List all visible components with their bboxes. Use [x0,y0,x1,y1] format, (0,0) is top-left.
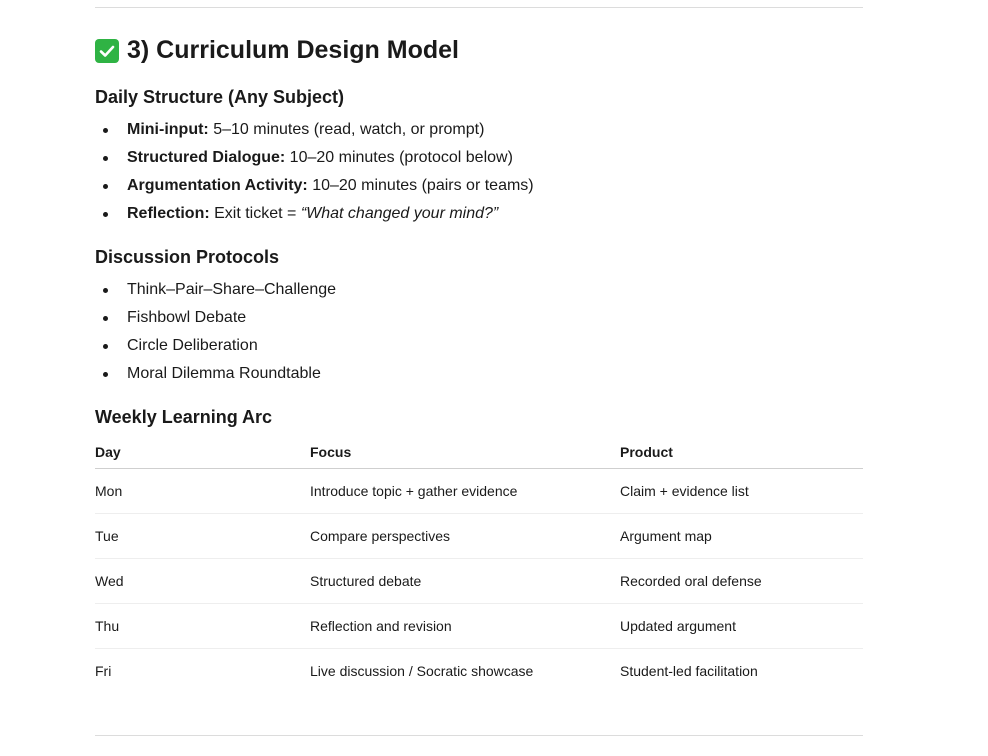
table-cell-day: Fri [95,663,112,679]
table-cell-day: Mon [95,469,310,514]
list-item [95,172,534,200]
list-item [95,116,534,144]
discussion-protocols-list [95,276,336,388]
list-item [95,332,336,360]
list-item-quote: “What changed your mind?” [300,205,499,222]
table-cell-product: Recorded oral defense [620,559,863,604]
bullet-icon [103,344,108,349]
bullet-icon [103,316,108,321]
table-cell-product: Updated argument [620,604,863,649]
list-item-text: 10–20 minutes (pairs or teams) [307,177,534,194]
bullet-icon [103,212,108,217]
list-item-text: 5–10 minutes (read, watch, or prompt) [208,121,485,138]
table-row [95,604,863,649]
list-item-text: Moral Dilemma Roundtable [127,365,321,382]
list-item-text: 10–20 minutes (protocol below) [285,149,513,166]
list-item-text: Circle Deliberation [127,337,258,354]
section-title-text: 3) Curriculum Design Model [127,36,459,64]
list-item-term: Argumentation Activity: [127,177,308,194]
table-cell-focus: Compare perspectives [310,514,620,559]
list-item [95,304,336,332]
list-item-term: Structured Dialogue: [127,149,286,166]
table-cell-focus: Introduce topic + gather evidence [310,469,620,514]
daily-structure-heading: Daily Structure (Any Subject) [95,87,345,107]
table-cell-day: Tue [95,514,310,559]
list-item [95,144,534,172]
list-item [95,276,336,304]
weekly-learning-arc-table [95,436,863,693]
table-cell-day: Thu [95,604,310,649]
table-cell-product: Argument map [620,514,863,559]
list-item [95,200,534,228]
bullet-icon [103,372,108,377]
divider-top [95,7,863,8]
table-header-row [95,436,863,469]
table-cell-product: Claim + evidence list [620,469,863,514]
divider-bottom [95,735,863,736]
column-header-product: Product [620,436,863,469]
column-header-focus: Focus [310,436,620,469]
table-row [95,514,863,559]
table-cell-product: Student-led facilitation [620,663,758,679]
table-row [95,649,863,694]
bullet-icon [103,288,108,293]
table-cell-focus: Reflection and revision [310,604,620,649]
column-header-day: Day [95,436,310,469]
section-title [95,36,459,65]
daily-structure-list [95,116,534,228]
list-item-text: Fishbowl Debate [127,309,247,326]
list-item-term: Reflection: [127,205,210,222]
table-cell-focus: Structured debate [310,559,620,604]
bullet-icon [103,156,108,161]
weekly-learning-arc-heading: Weekly Learning Arc [95,407,273,427]
bullet-icon [103,184,108,189]
table-row [95,469,863,514]
list-item-term: Mini-input: [127,121,209,138]
discussion-protocols-heading: Discussion Protocols [95,247,280,267]
table-cell-day: Wed [95,559,310,604]
list-item-text: Think–Pair–Share–Challenge [127,281,337,298]
list-item [95,360,336,388]
table-row [95,559,863,604]
check-mark-button-icon [95,39,119,63]
bullet-icon [103,128,108,133]
table-cell-focus: Live discussion / Socratic showcase [310,663,534,679]
list-item-text: Exit ticket = [209,205,301,222]
